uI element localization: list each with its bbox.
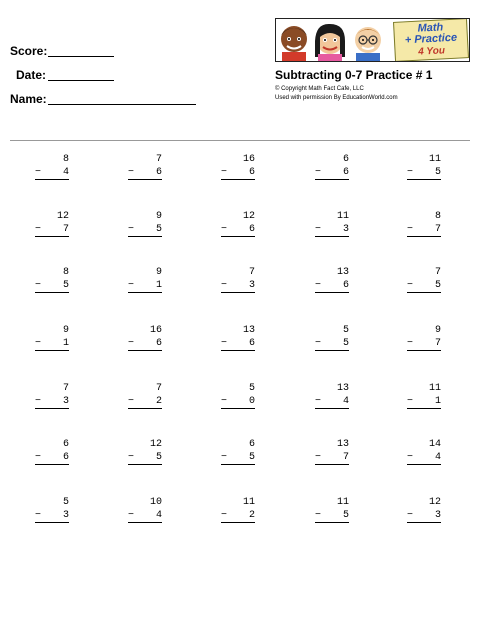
kid-middle-icon bbox=[315, 24, 345, 61]
minus-sign: − bbox=[128, 452, 135, 463]
subtrahend: 6 bbox=[248, 224, 255, 235]
minus-sign: − bbox=[221, 167, 228, 178]
subtrahend-row bbox=[407, 223, 441, 237]
minus-sign: − bbox=[35, 224, 42, 235]
subtrahend-row bbox=[35, 279, 69, 293]
minuend: 16 bbox=[242, 154, 255, 165]
minus-sign: − bbox=[35, 452, 42, 463]
subtrahend: 6 bbox=[248, 167, 255, 178]
minuend: 11 bbox=[336, 497, 349, 508]
subtrahend-row bbox=[128, 337, 162, 351]
subtraction-problem bbox=[221, 266, 255, 293]
minus-sign: − bbox=[128, 280, 135, 291]
subtraction-problem bbox=[128, 210, 162, 237]
subtraction-problem bbox=[407, 210, 441, 237]
subtrahend-row bbox=[128, 509, 162, 523]
minus-sign: − bbox=[407, 338, 414, 349]
subtrahend-row bbox=[221, 395, 255, 409]
minuend: 8 bbox=[62, 154, 69, 165]
name-field[interactable] bbox=[48, 104, 196, 105]
subtrahend: 5 bbox=[434, 280, 441, 291]
subtraction-problem bbox=[407, 324, 441, 351]
subtrahend: 6 bbox=[155, 167, 162, 178]
minus-sign: − bbox=[128, 167, 135, 178]
subtrahend: 6 bbox=[248, 338, 255, 349]
subtrahend: 5 bbox=[434, 167, 441, 178]
minus-sign: − bbox=[221, 452, 228, 463]
minuend: 5 bbox=[248, 383, 255, 394]
subtrahend-row bbox=[35, 337, 69, 351]
subtraction-problem bbox=[407, 153, 441, 180]
minus-sign: − bbox=[35, 167, 42, 178]
subtraction-problem bbox=[221, 153, 255, 180]
divider-line bbox=[10, 140, 470, 141]
date-field[interactable] bbox=[48, 80, 114, 81]
kids-illustration bbox=[276, 19, 388, 61]
copyright-text: © Copyright Math Fact Cafe, LLC bbox=[275, 86, 364, 92]
minuend: 12 bbox=[428, 497, 441, 508]
subtrahend-row bbox=[315, 337, 349, 351]
subtraction-problem bbox=[407, 382, 441, 409]
name-label: Name: bbox=[10, 92, 47, 106]
minuend: 12 bbox=[242, 211, 255, 222]
minuend: 7 bbox=[155, 383, 162, 394]
subtraction-problem bbox=[128, 382, 162, 409]
subtraction-problem bbox=[128, 266, 162, 293]
subtrahend: 6 bbox=[62, 452, 69, 463]
minus-sign: − bbox=[315, 452, 322, 463]
minus-sign: − bbox=[35, 280, 42, 291]
subtrahend: 3 bbox=[62, 510, 69, 521]
subtraction-problem bbox=[315, 438, 349, 465]
subtrahend-row bbox=[407, 166, 441, 180]
subtrahend: 1 bbox=[434, 396, 441, 407]
minuend: 9 bbox=[62, 325, 69, 336]
minuend: 11 bbox=[336, 211, 349, 222]
minus-sign: − bbox=[407, 452, 414, 463]
subtrahend-row bbox=[35, 509, 69, 523]
subtraction-problem bbox=[407, 438, 441, 465]
subtraction-problem bbox=[35, 266, 69, 293]
date-label: Date: bbox=[16, 68, 47, 82]
minus-sign: − bbox=[407, 396, 414, 407]
subtraction-problem bbox=[35, 438, 69, 465]
subtraction-problem bbox=[315, 324, 349, 351]
minus-sign: − bbox=[128, 338, 135, 349]
minuend: 14 bbox=[428, 439, 441, 450]
subtrahend: 5 bbox=[155, 224, 162, 235]
subtraction-problem bbox=[407, 266, 441, 293]
minuend: 11 bbox=[428, 383, 441, 394]
subtrahend-row bbox=[128, 279, 162, 293]
subtraction-problem bbox=[128, 496, 162, 523]
minuend: 9 bbox=[434, 325, 441, 336]
subtrahend-row bbox=[221, 509, 255, 523]
minuend: 6 bbox=[62, 439, 69, 450]
subtrahend-row bbox=[315, 509, 349, 523]
score-field[interactable] bbox=[48, 56, 114, 57]
minuend: 13 bbox=[336, 267, 349, 278]
minus-sign: − bbox=[221, 510, 228, 521]
minus-sign: − bbox=[128, 396, 135, 407]
minus-sign: − bbox=[407, 280, 414, 291]
score-label: Score: bbox=[10, 44, 48, 58]
subtrahend-row bbox=[407, 279, 441, 293]
minus-sign: − bbox=[35, 396, 42, 407]
minuend: 12 bbox=[56, 211, 69, 222]
subtrahend: 5 bbox=[155, 452, 162, 463]
subtrahend-row bbox=[221, 337, 255, 351]
subtrahend: 5 bbox=[248, 452, 255, 463]
subtrahend-row bbox=[407, 451, 441, 465]
minuend: 11 bbox=[428, 154, 441, 165]
subtraction-problem bbox=[315, 153, 349, 180]
logo-text-math: Math bbox=[417, 21, 444, 35]
subtraction-problem bbox=[221, 438, 255, 465]
minus-sign: − bbox=[128, 510, 135, 521]
minus-sign: − bbox=[315, 510, 322, 521]
subtrahend: 5 bbox=[342, 338, 349, 349]
subtraction-problem bbox=[35, 324, 69, 351]
subtrahend-row bbox=[407, 509, 441, 523]
subtrahend-row bbox=[128, 395, 162, 409]
subtraction-problem bbox=[128, 324, 162, 351]
minuend: 7 bbox=[248, 267, 255, 278]
subtrahend-row bbox=[315, 279, 349, 293]
subtrahend-row bbox=[128, 166, 162, 180]
subtrahend: 4 bbox=[434, 452, 441, 463]
subtrahend-row bbox=[407, 337, 441, 351]
minus-sign: − bbox=[315, 338, 322, 349]
minus-sign: − bbox=[407, 167, 414, 178]
minus-sign: − bbox=[35, 338, 42, 349]
minuend: 7 bbox=[434, 267, 441, 278]
minus-sign: − bbox=[221, 280, 228, 291]
subtrahend-row bbox=[35, 451, 69, 465]
minus-sign: − bbox=[315, 396, 322, 407]
subtrahend: 3 bbox=[62, 396, 69, 407]
subtrahend: 6 bbox=[342, 167, 349, 178]
subtrahend-row bbox=[221, 223, 255, 237]
minuend: 5 bbox=[342, 325, 349, 336]
minus-sign: − bbox=[407, 510, 414, 521]
logo-text-practice: + Practice bbox=[404, 31, 458, 47]
minus-sign: − bbox=[221, 224, 228, 235]
kid-left-icon bbox=[281, 26, 307, 61]
minuend: 5 bbox=[62, 497, 69, 508]
minuend: 11 bbox=[242, 497, 255, 508]
subtraction-problem bbox=[35, 210, 69, 237]
subtrahend-row bbox=[35, 223, 69, 237]
minuend: 8 bbox=[62, 267, 69, 278]
minuend: 12 bbox=[149, 439, 162, 450]
subtrahend: 3 bbox=[342, 224, 349, 235]
minus-sign: − bbox=[221, 396, 228, 407]
minus-sign: − bbox=[315, 224, 322, 235]
subtraction-problem bbox=[128, 438, 162, 465]
subtrahend: 3 bbox=[434, 510, 441, 521]
minus-sign: − bbox=[315, 280, 322, 291]
minuend: 9 bbox=[155, 211, 162, 222]
subtraction-problem bbox=[315, 382, 349, 409]
subtraction-problem bbox=[35, 382, 69, 409]
minuend: 6 bbox=[248, 439, 255, 450]
subtrahend-row bbox=[35, 395, 69, 409]
kid-right-icon bbox=[355, 27, 381, 61]
header-banner bbox=[275, 18, 470, 62]
minuend: 6 bbox=[342, 154, 349, 165]
subtrahend: 6 bbox=[155, 338, 162, 349]
subtrahend: 5 bbox=[342, 510, 349, 521]
subtraction-problem bbox=[315, 496, 349, 523]
subtrahend: 5 bbox=[62, 280, 69, 291]
subtraction-problem bbox=[315, 266, 349, 293]
logo-text-4you: 4 You bbox=[417, 45, 446, 58]
subtraction-problem bbox=[221, 496, 255, 523]
subtrahend-row bbox=[128, 223, 162, 237]
minus-sign: − bbox=[35, 510, 42, 521]
subtrahend-row bbox=[221, 166, 255, 180]
subtrahend: 4 bbox=[62, 167, 69, 178]
subtraction-problem bbox=[315, 210, 349, 237]
subtrahend: 7 bbox=[342, 452, 349, 463]
minuend: 7 bbox=[155, 154, 162, 165]
subtrahend-row bbox=[221, 279, 255, 293]
subtrahend: 3 bbox=[248, 280, 255, 291]
minuend: 8 bbox=[434, 211, 441, 222]
subtrahend: 7 bbox=[434, 338, 441, 349]
minuend: 13 bbox=[336, 383, 349, 394]
permission-text: Used with permission By EducationWorld.com bbox=[275, 95, 398, 101]
page-title: Subtracting 0-7 Practice # 1 bbox=[275, 68, 433, 82]
subtrahend-row bbox=[407, 395, 441, 409]
subtrahend: 6 bbox=[342, 280, 349, 291]
minuend: 13 bbox=[242, 325, 255, 336]
minuend: 9 bbox=[155, 267, 162, 278]
subtrahend: 2 bbox=[248, 510, 255, 521]
minuend: 16 bbox=[149, 325, 162, 336]
minuend: 13 bbox=[336, 439, 349, 450]
subtrahend-row bbox=[315, 223, 349, 237]
subtrahend: 4 bbox=[155, 510, 162, 521]
subtrahend: 4 bbox=[342, 396, 349, 407]
minuend: 7 bbox=[62, 383, 69, 394]
subtrahend-row bbox=[221, 451, 255, 465]
subtrahend: 2 bbox=[155, 396, 162, 407]
subtraction-problem bbox=[221, 382, 255, 409]
minus-sign: − bbox=[315, 167, 322, 178]
subtrahend: 7 bbox=[434, 224, 441, 235]
subtraction-problem bbox=[221, 324, 255, 351]
subtraction-problem bbox=[128, 153, 162, 180]
subtraction-problem bbox=[407, 496, 441, 523]
subtraction-problem bbox=[35, 496, 69, 523]
minuend: 10 bbox=[149, 497, 162, 508]
subtrahend: 1 bbox=[62, 338, 69, 349]
subtrahend: 1 bbox=[155, 280, 162, 291]
subtrahend: 0 bbox=[248, 396, 255, 407]
minus-sign: − bbox=[407, 224, 414, 235]
math-practice-logo bbox=[393, 18, 469, 62]
subtrahend-row bbox=[315, 395, 349, 409]
subtraction-problem bbox=[35, 153, 69, 180]
subtrahend-row bbox=[315, 166, 349, 180]
subtraction-problem bbox=[221, 210, 255, 237]
subtrahend: 7 bbox=[62, 224, 69, 235]
subtrahend-row bbox=[35, 166, 69, 180]
minus-sign: − bbox=[221, 338, 228, 349]
subtrahend-row bbox=[128, 451, 162, 465]
minus-sign: − bbox=[128, 224, 135, 235]
subtrahend-row bbox=[315, 451, 349, 465]
